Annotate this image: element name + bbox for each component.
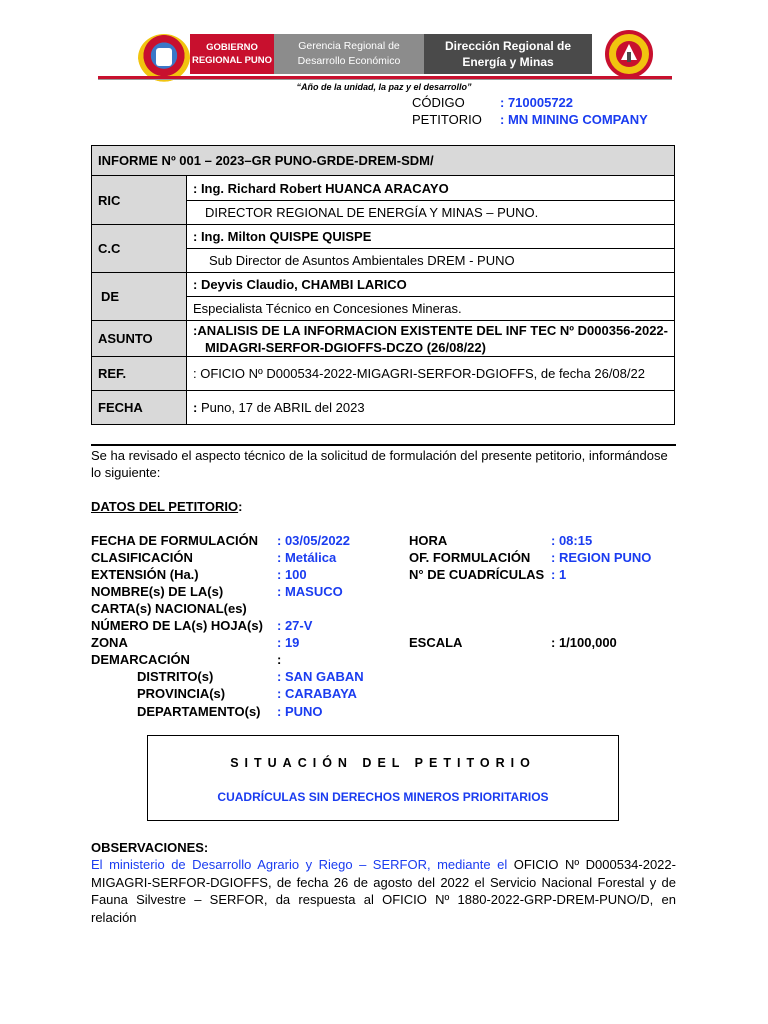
ric-label: RIC (92, 176, 187, 225)
of-formulacion-value: : REGION PUNO (551, 550, 652, 565)
intro-paragraph: Se ha revisado el aspecto técnico de la solicitud de formulación del presente petitorio, informándose lo siguiente: (91, 448, 668, 480)
distrito-value: : SAN GABAN (277, 669, 364, 684)
escala-value: : 1/100,000 (551, 635, 617, 650)
asunto-line1: :ANALISIS DE LA INFORMACION EXISTENTE DEL INF TEC Nº D000356-2022- (193, 322, 668, 338)
clasificacion-value: : Metálica (277, 550, 337, 565)
fecha-value: Puno, 17 de ABRIL del 2023 (197, 400, 365, 415)
fecha-formulacion-value: : 03/05/2022 (277, 533, 351, 548)
band2-line2: Desarrollo Económico (297, 55, 401, 67)
carta-label: CARTA(s) NACIONAL(es) (91, 601, 247, 616)
cc-label: C.C (92, 225, 187, 273)
band1-line1: GOBIERNO (206, 42, 258, 53)
header-band-gobierno (190, 34, 274, 74)
ric-title: DIRECTOR REGIONAL DE ENERGÍA Y MINAS – PUNO. (187, 201, 675, 225)
band1-line2: REGIONAL PUNO (191, 55, 273, 66)
band2-line1: Gerencia Regional de (298, 40, 400, 52)
numero-hoja-label: NÚMERO DE LA(s) HOJA(s) (91, 618, 263, 633)
situacion-title: SITUACIÓN DEL PETITORIO (230, 756, 536, 770)
de-name: : Deyvis Claudio, CHAMBI LARICO (187, 273, 675, 297)
provincia-label: PROVINCIA(s) (137, 686, 226, 701)
asunto-label: ASUNTO (92, 321, 187, 357)
band3-line1: Dirección Regional de (444, 39, 572, 53)
band3-line2: Energía y Minas (462, 55, 554, 69)
cc-title: Sub Director de Asuntos Ambientales DREM - PUNO (187, 249, 675, 273)
cuadriculas-label: N° DE CUADRÍCULAS (409, 567, 545, 582)
escala-label: ESCALA (409, 635, 463, 650)
informe-title: INFORME Nº 001 – 2023–GR PUNO-GRDE-DREM-SDM/ (92, 146, 675, 176)
datos-title: DATOS DEL PETITORIO (91, 499, 239, 514)
motto: “Año de la unidad, la paz y el desarrollo” (296, 82, 472, 92)
ref-value: : OFICIO Nº D000534-2022-MIGAGRI-SERFOR-DGIOFFS, de fecha 26/08/22 (187, 357, 675, 391)
situacion-subtitle: CUADRÍCULAS SIN DERECHOS MINEROS PRIORITARIOS (217, 790, 549, 804)
numero-hoja-value: : 27-V (277, 618, 313, 633)
datos-title-wrap (91, 499, 242, 514)
extension-value: : 100 (277, 567, 307, 582)
fecha-colon: : (193, 400, 198, 415)
observaciones-title: OBSERVACIONES: (91, 840, 209, 855)
ric-name: : Ing. Richard Robert HUANCA ARACAYO (187, 176, 675, 201)
datos-title-colon: : (238, 499, 243, 514)
fecha-label: FECHA (92, 391, 187, 425)
of-formulacion-label: OF. FORMULACIÓN (409, 550, 531, 565)
demarcacion-value: : (277, 652, 282, 667)
de-label: DE (92, 273, 187, 321)
header-band-direccion (424, 34, 592, 74)
observaciones-black-text: OFICIO Nº D000534-2022-MIGAGRI-SERFOR-DGIOFFS, de fecha 26 de agosto del 2022 el Servicio Nacional Forestal y de Fauna Silvestre – SERFOR, da respuesta al OFICIO Nº 1880-2022-GRP-DREM-PUNO/D, en relación (91, 857, 676, 925)
cuadriculas-value: : 1 (551, 567, 567, 582)
clasificacion-label: CLASIFICACIÓN (91, 550, 193, 565)
provincia-value: : CARABAYA (277, 686, 357, 701)
codigo-label: CÓDIGO (412, 95, 465, 110)
section-rule (91, 444, 676, 446)
cc-name: : Ing. Milton QUISPE QUISPE (187, 225, 675, 249)
zona-label: ZONA (91, 635, 128, 650)
ref-label: REF. (92, 357, 187, 391)
situacion-box (147, 735, 619, 821)
extension-label: EXTENSIÓN (Ha.) (91, 567, 199, 582)
codigo-value: : 710005722 (500, 95, 574, 110)
de-title: Especialista Técnico en Concesiones Mineras. (187, 297, 675, 321)
hora-value: : 08:15 (551, 533, 593, 548)
departamento-value: : PUNO (277, 704, 323, 719)
header-rule-thin (98, 79, 672, 80)
petitorio-value: : MN MINING COMPANY (500, 112, 648, 127)
observaciones-blue-text: El ministerio de Desarrollo Agrario y Riego – SERFOR, mediante el (91, 857, 508, 872)
asunto-line2: MIDAGRI-SERFOR-DGIOFFS-DCZO (26/08/22) (205, 339, 486, 355)
nombre-label: NOMBRE(s) DE LA(s) (91, 584, 224, 599)
departamento-label: DEPARTAMENTO(s) (137, 704, 261, 719)
demarcacion-label: DEMARCACIÓN (91, 652, 190, 667)
drem-emblem-icon (598, 30, 660, 78)
informe-table (91, 145, 675, 425)
fecha-formulacion-label: FECHA DE FORMULACIÓN (91, 533, 259, 548)
gobierno-regional-logo (138, 34, 190, 82)
hora-label: HORA (409, 533, 448, 548)
header-band-gerencia (274, 34, 424, 74)
nombre-value: : MASUCO (277, 584, 343, 599)
zona-value: : 19 (277, 635, 300, 650)
distrito-label: DISTRITO(s) (137, 669, 214, 684)
observaciones-text (91, 856, 676, 926)
petitorio-label: PETITORIO (412, 112, 482, 127)
